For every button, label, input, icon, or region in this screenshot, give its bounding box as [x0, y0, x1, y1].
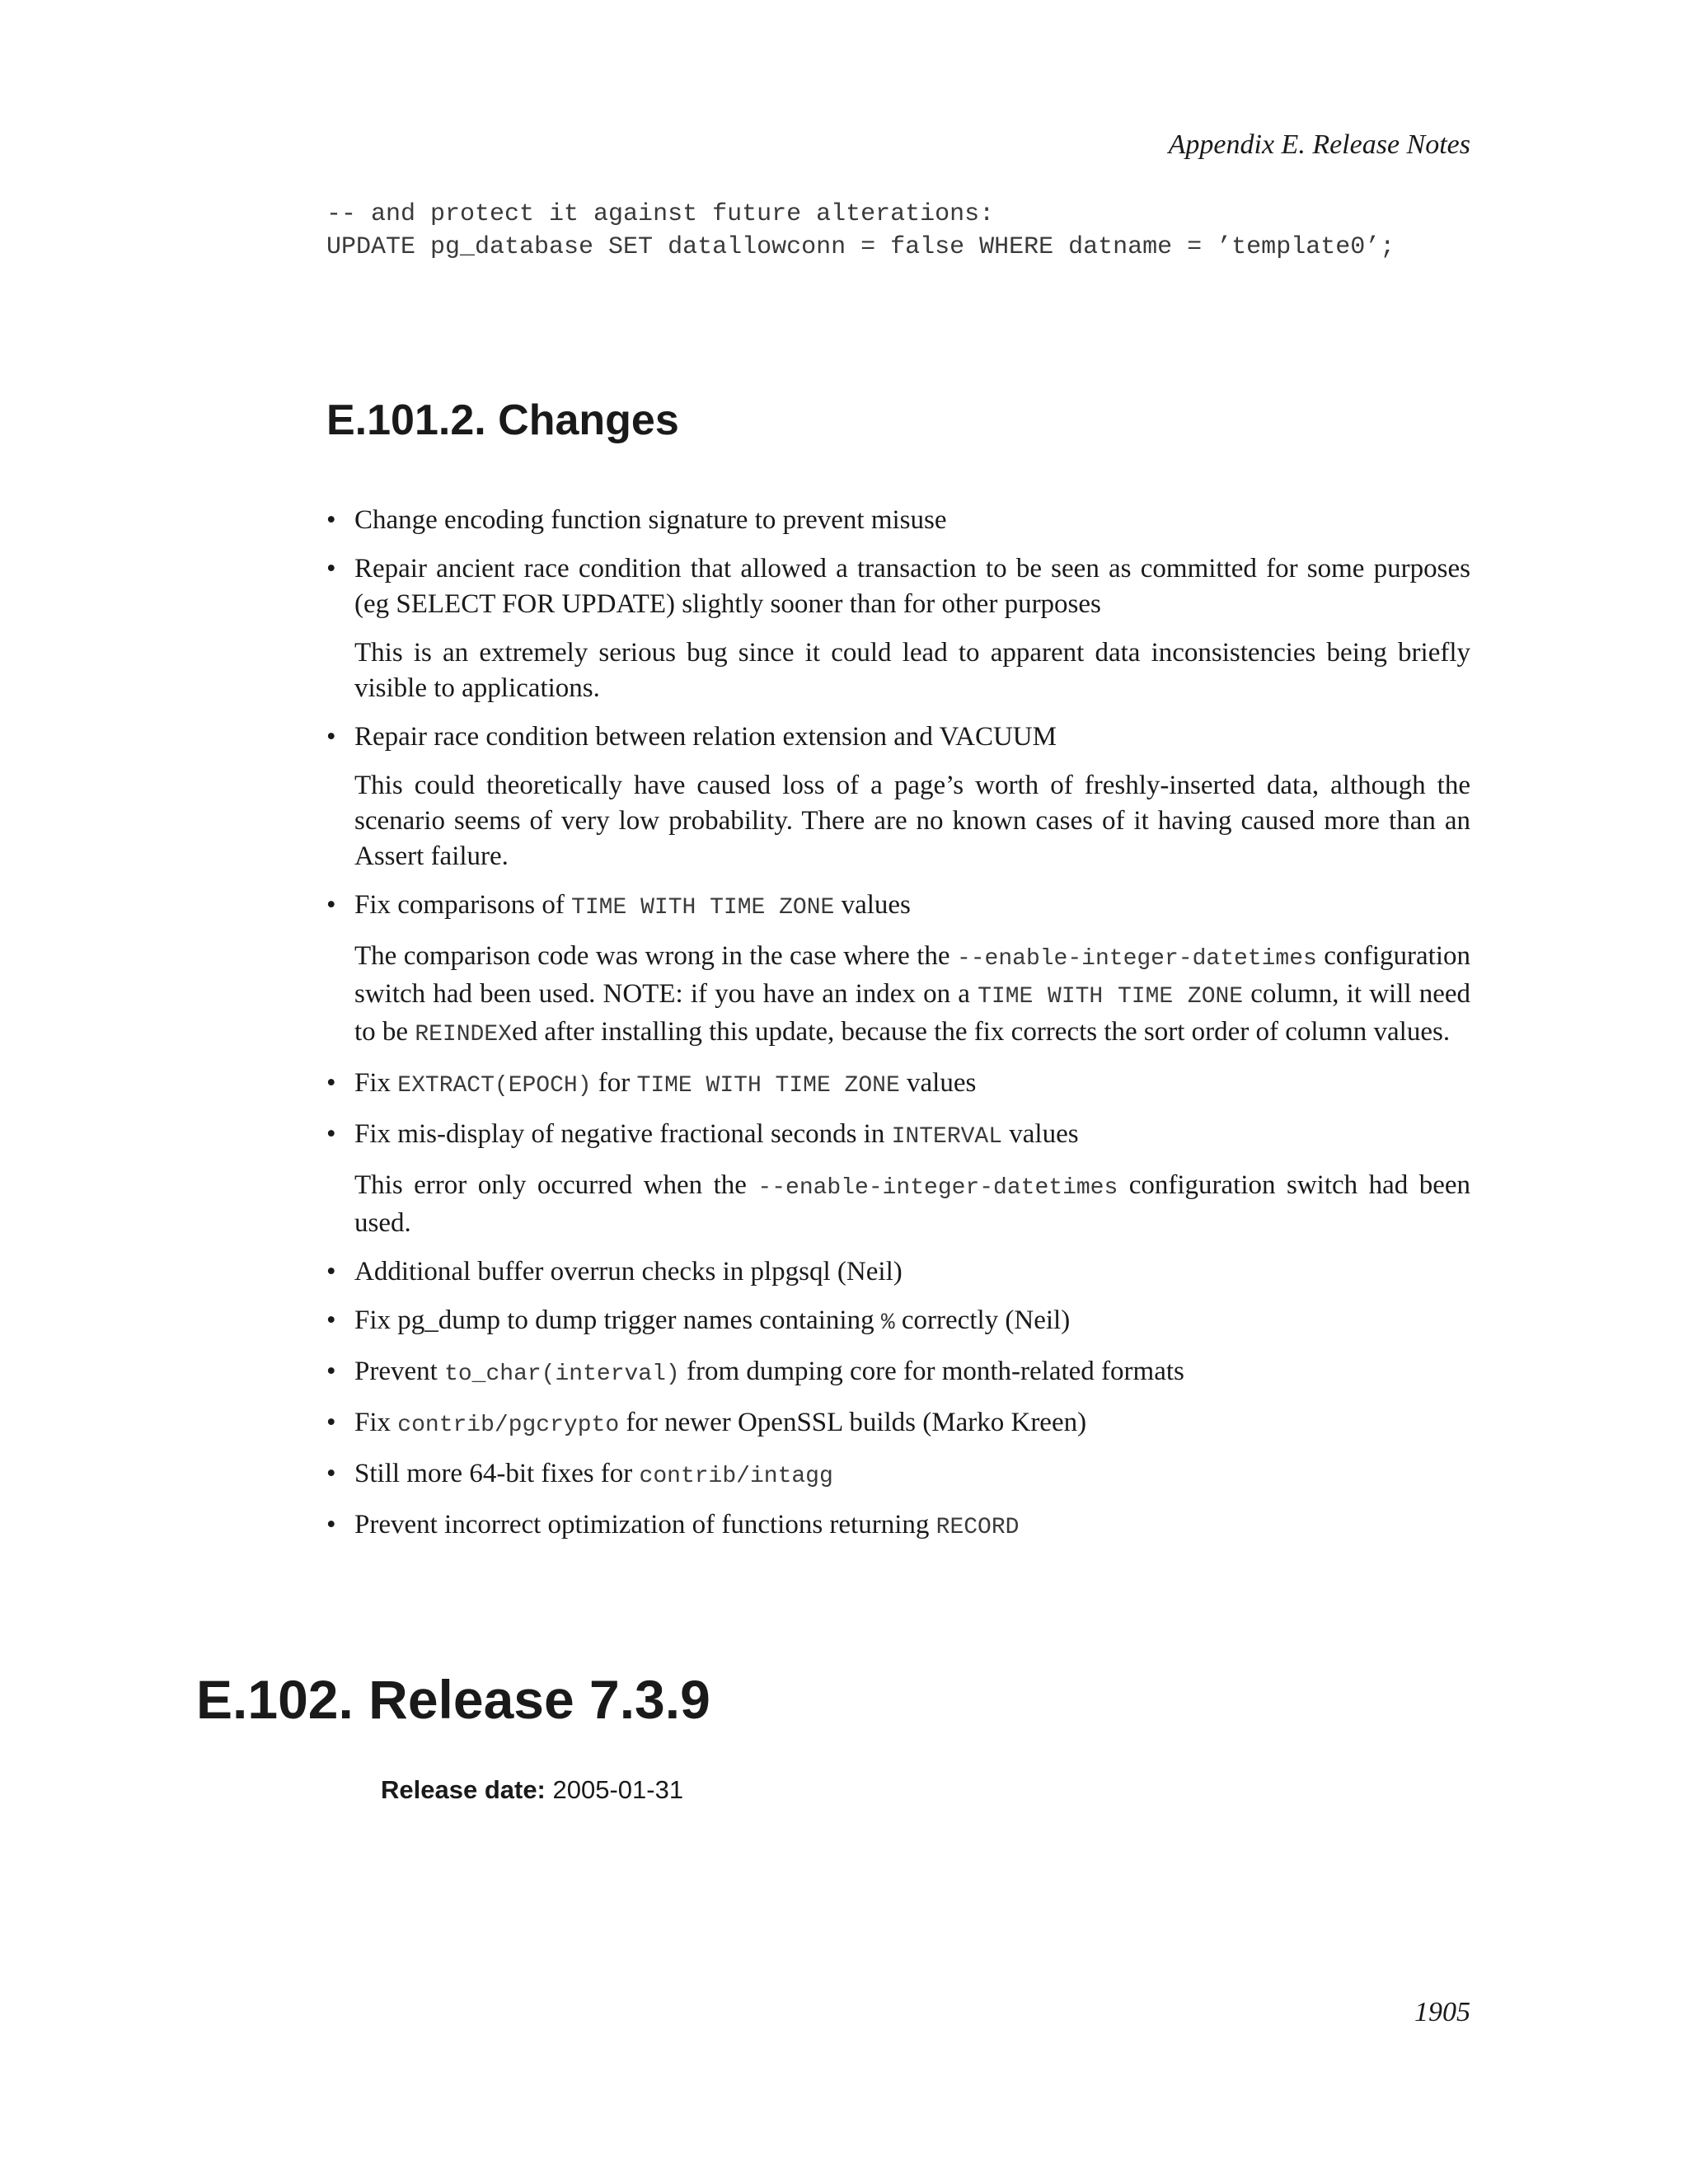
list-item: [326, 1354, 1470, 1392]
code-line: -- and protect it against future alterations:: [326, 200, 995, 228]
bullet-icon: •: [326, 1510, 336, 1540]
text-run: from dumping core for month-related formats: [679, 1357, 1184, 1386]
bullet-icon: •: [326, 722, 336, 752]
bullet-icon: •: [326, 1068, 336, 1098]
bullet-icon: •: [326, 1305, 336, 1335]
list-item: [326, 1117, 1470, 1241]
text-run: Fix: [354, 1408, 398, 1437]
text-run: The comparison code was wrong in the case where the: [354, 941, 957, 971]
item-text: [354, 1117, 1470, 1155]
code-literal: TIME WITH TIME ZONE: [978, 984, 1244, 1010]
list-item: [326, 719, 1470, 874]
changes-list: [326, 503, 1470, 1558]
page-number: 1905: [1414, 1997, 1470, 2027]
text-run: This error only occurred when the: [354, 1170, 758, 1200]
code-literal: %: [880, 1310, 895, 1336]
item-text: [354, 1354, 1470, 1392]
bullet-icon: •: [326, 554, 336, 583]
item-text: Change encoding function signature to prevent misuse: [354, 505, 947, 535]
bullet-icon: •: [326, 1119, 336, 1149]
code-literal: RECORD: [935, 1515, 1020, 1540]
item-note: [354, 939, 1470, 1052]
code-literal: --enable-integer-datetimes: [956, 946, 1317, 972]
bullet-icon: •: [326, 505, 336, 535]
text-run: values: [1002, 1119, 1079, 1149]
item-note: [354, 1168, 1470, 1241]
code-literal: REINDEX: [415, 1022, 512, 1047]
item-text: [354, 888, 1470, 926]
text-run: Fix: [354, 1068, 398, 1098]
item-text: [354, 1456, 1470, 1494]
list-item: [326, 1303, 1470, 1341]
text-run: ed after installing this update, because the fix corrects the sort order of column values.: [511, 1017, 1451, 1047]
code-literal: --enable-integer-datetimes: [757, 1175, 1118, 1201]
list-item: [326, 888, 1470, 1052]
section-heading: E.101.2. Changes: [326, 396, 679, 444]
text-run: Fix pg_dump to dump trigger names containing: [354, 1305, 881, 1335]
bullet-icon: •: [326, 1408, 336, 1437]
item-text: [354, 1066, 1470, 1104]
text-run: Fix comparisons of: [354, 890, 572, 920]
text-run: correctly (Neil): [894, 1305, 1071, 1335]
code-literal: TIME WITH TIME ZONE: [571, 895, 835, 921]
running-header: Appendix E. Release Notes: [1168, 129, 1470, 160]
bullet-icon: •: [326, 1257, 336, 1286]
bullet-icon: •: [326, 1357, 336, 1386]
item-text: [354, 1303, 1470, 1341]
item-text: [354, 1405, 1470, 1443]
item-note: This is an extremely serious bug since it could lead to apparent data inconsistencies being briefly visible to applications.: [354, 638, 1470, 703]
text-run: Prevent incorrect optimization of functions returning: [354, 1510, 936, 1540]
list-item: [326, 1456, 1470, 1494]
text-run: for: [591, 1068, 637, 1098]
code-literal: INTERVAL: [891, 1124, 1003, 1150]
code-block: [326, 198, 1395, 264]
code-literal: TIME WITH TIME ZONE: [636, 1073, 900, 1099]
list-item: [326, 503, 1470, 538]
list-item: [326, 1254, 1470, 1290]
list-item: [326, 1405, 1470, 1443]
release-date: [381, 1774, 683, 1807]
list-item: [326, 1507, 1470, 1545]
item-text: [354, 1507, 1470, 1545]
text-run: configuration switch had been used.: [354, 1170, 1470, 1238]
code-literal: EXTRACT(EPOCH): [397, 1073, 592, 1099]
code-literal: contrib/intagg: [639, 1464, 833, 1489]
code-literal: contrib/pgcrypto: [397, 1413, 620, 1438]
text-run: Still more 64-bit fixes for: [354, 1459, 640, 1488]
text-run: values: [899, 1068, 977, 1098]
text-run: values: [834, 890, 911, 920]
release-date-label: Release date:: [381, 1775, 546, 1804]
text-run: configuration switch had been used. NOTE: if you have an index on a: [354, 941, 1470, 1009]
bullet-icon: •: [326, 1459, 336, 1488]
bullet-icon: •: [326, 890, 336, 920]
text-run: Fix mis-display of negative fractional seconds in: [354, 1119, 892, 1149]
code-literal: to_char(interval): [444, 1361, 680, 1387]
item-note: This could theoretically have caused loss of a page’s worth of freshly-inserted data, although the scenario seems of very low probability. There are no known cases of it having caused more than an Assert failure.: [354, 771, 1470, 871]
item-text: Repair race condition between relation extension and VACUUM: [354, 722, 1057, 752]
item-text: Repair ancient race condition that allowed a transaction to be seen as committed for some purposes (eg SELECT FOR UPDATE) slightly sooner than for other purposes: [354, 554, 1470, 619]
release-date-value: 2005-01-31: [552, 1775, 684, 1804]
item-text: Additional buffer overrun checks in plpgsql (Neil): [354, 1257, 903, 1286]
text-run: Prevent: [354, 1357, 445, 1386]
release-heading: E.102. Release 7.3.9: [196, 1669, 710, 1730]
list-item: [326, 551, 1470, 706]
text-run: column, it will need to be: [354, 979, 1470, 1047]
list-item: [326, 1066, 1470, 1104]
code-line: UPDATE pg_database SET datallowconn = false WHERE datname = ’template0’;: [326, 233, 1395, 261]
text-run: for newer OpenSSL builds (Marko Kreen): [619, 1408, 1087, 1437]
